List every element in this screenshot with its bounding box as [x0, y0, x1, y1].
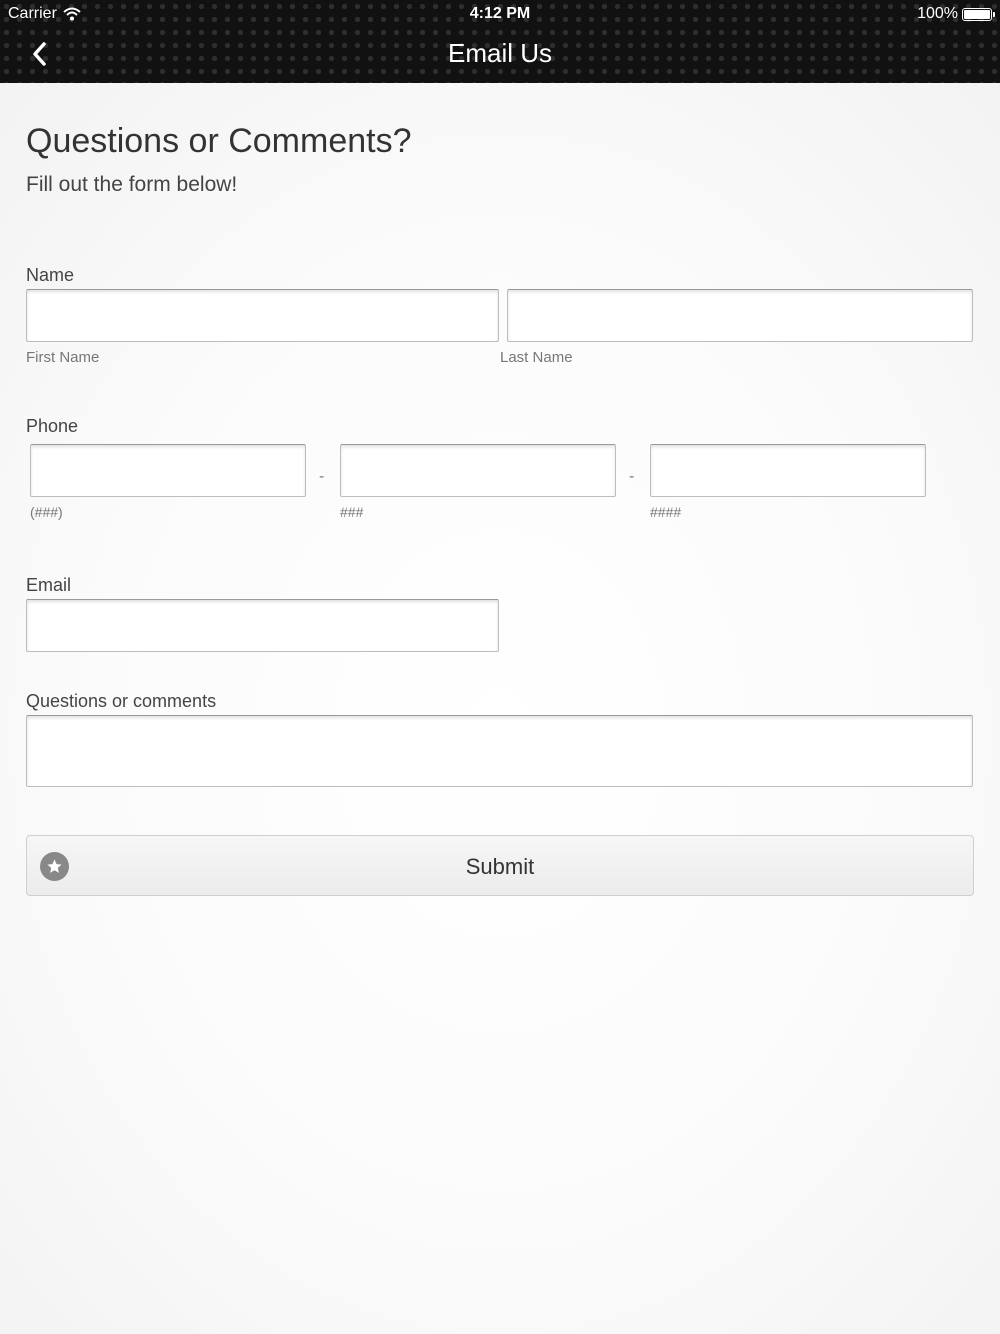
- phone-area-code-input[interactable]: [30, 444, 306, 497]
- phone-prefix-hint: ###: [340, 504, 364, 520]
- nav-title: Email Us: [447, 38, 552, 68]
- comments-textarea[interactable]: [26, 715, 973, 787]
- page-title: Questions or Comments?: [26, 122, 412, 160]
- phone-line-hint: ####: [650, 504, 682, 520]
- battery-label: 100%: [917, 5, 958, 22]
- navigation-bar: [0, 0, 1000, 83]
- last-name-sublabel: Last Name: [500, 349, 573, 366]
- phone-dash-1: -: [319, 468, 325, 485]
- last-name-input[interactable]: [507, 289, 973, 342]
- phone-area-code-hint: (###): [30, 504, 63, 520]
- status-battery: [917, 5, 992, 23]
- email-label: Email: [26, 575, 72, 595]
- name-label: Name: [26, 265, 75, 285]
- status-time: 4:12 PM: [469, 5, 531, 22]
- phone-line-input[interactable]: [650, 444, 926, 497]
- phone-label: Phone: [26, 416, 79, 436]
- page-subtitle: Fill out the form below!: [26, 173, 238, 196]
- email-input[interactable]: [26, 599, 499, 652]
- carrier-label: Carrier: [8, 5, 57, 22]
- submit-button[interactable]: [26, 835, 974, 896]
- first-name-input[interactable]: [26, 289, 499, 342]
- first-name-sublabel: First Name: [26, 349, 100, 366]
- phone-prefix-input[interactable]: [340, 444, 616, 497]
- phone-dash-2: -: [629, 468, 635, 485]
- comments-label: Questions or comments: [26, 691, 217, 711]
- submit-label: Submit: [465, 854, 535, 879]
- battery-icon: [962, 8, 992, 21]
